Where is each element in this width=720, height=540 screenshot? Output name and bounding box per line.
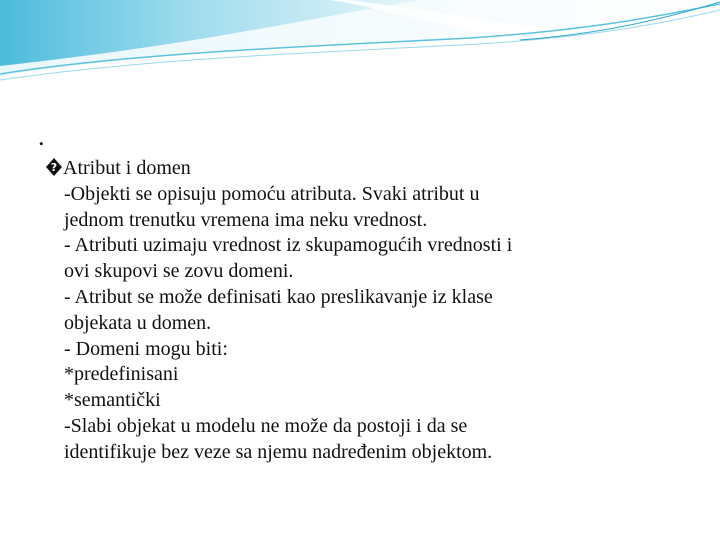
bullet-item: [46, 156, 686, 182]
body-line: *semantički: [64, 389, 161, 412]
missing-glyph-icon: [46, 158, 62, 176]
body-line: - Atribut se može definisati kao preslikavanje iz klase: [64, 285, 493, 308]
body-line: ovi skupovi se zovu domeni.: [64, 260, 294, 283]
body-line: -Slabi objekat u modelu ne može da postoji i da se: [64, 414, 468, 437]
bullet-heading: Atribut i domen: [63, 157, 191, 179]
header-wave-decoration: [0, 0, 720, 120]
body-line: objekata u domen.: [64, 311, 212, 334]
body-line: *predefinisani: [64, 363, 179, 386]
bullet-body: [46, 182, 686, 466]
slide-title: .: [38, 122, 45, 151]
body-line: jednom trenutku vremena ima neku vrednost.: [64, 208, 428, 231]
body-line: - Domeni mogu biti:: [64, 337, 228, 360]
slide-body: [46, 156, 686, 466]
body-line: - Atributi uzimaju vrednost iz skupamogućih vrednosti i: [64, 234, 513, 257]
svg-text:?: ?: [50, 161, 58, 174]
body-line: -Objekti se opisuju pomoću atributa. Svaki atribut u: [64, 182, 480, 205]
body-line: identifikuje bez veze sa njemu nadređenim objektom.: [64, 440, 493, 463]
